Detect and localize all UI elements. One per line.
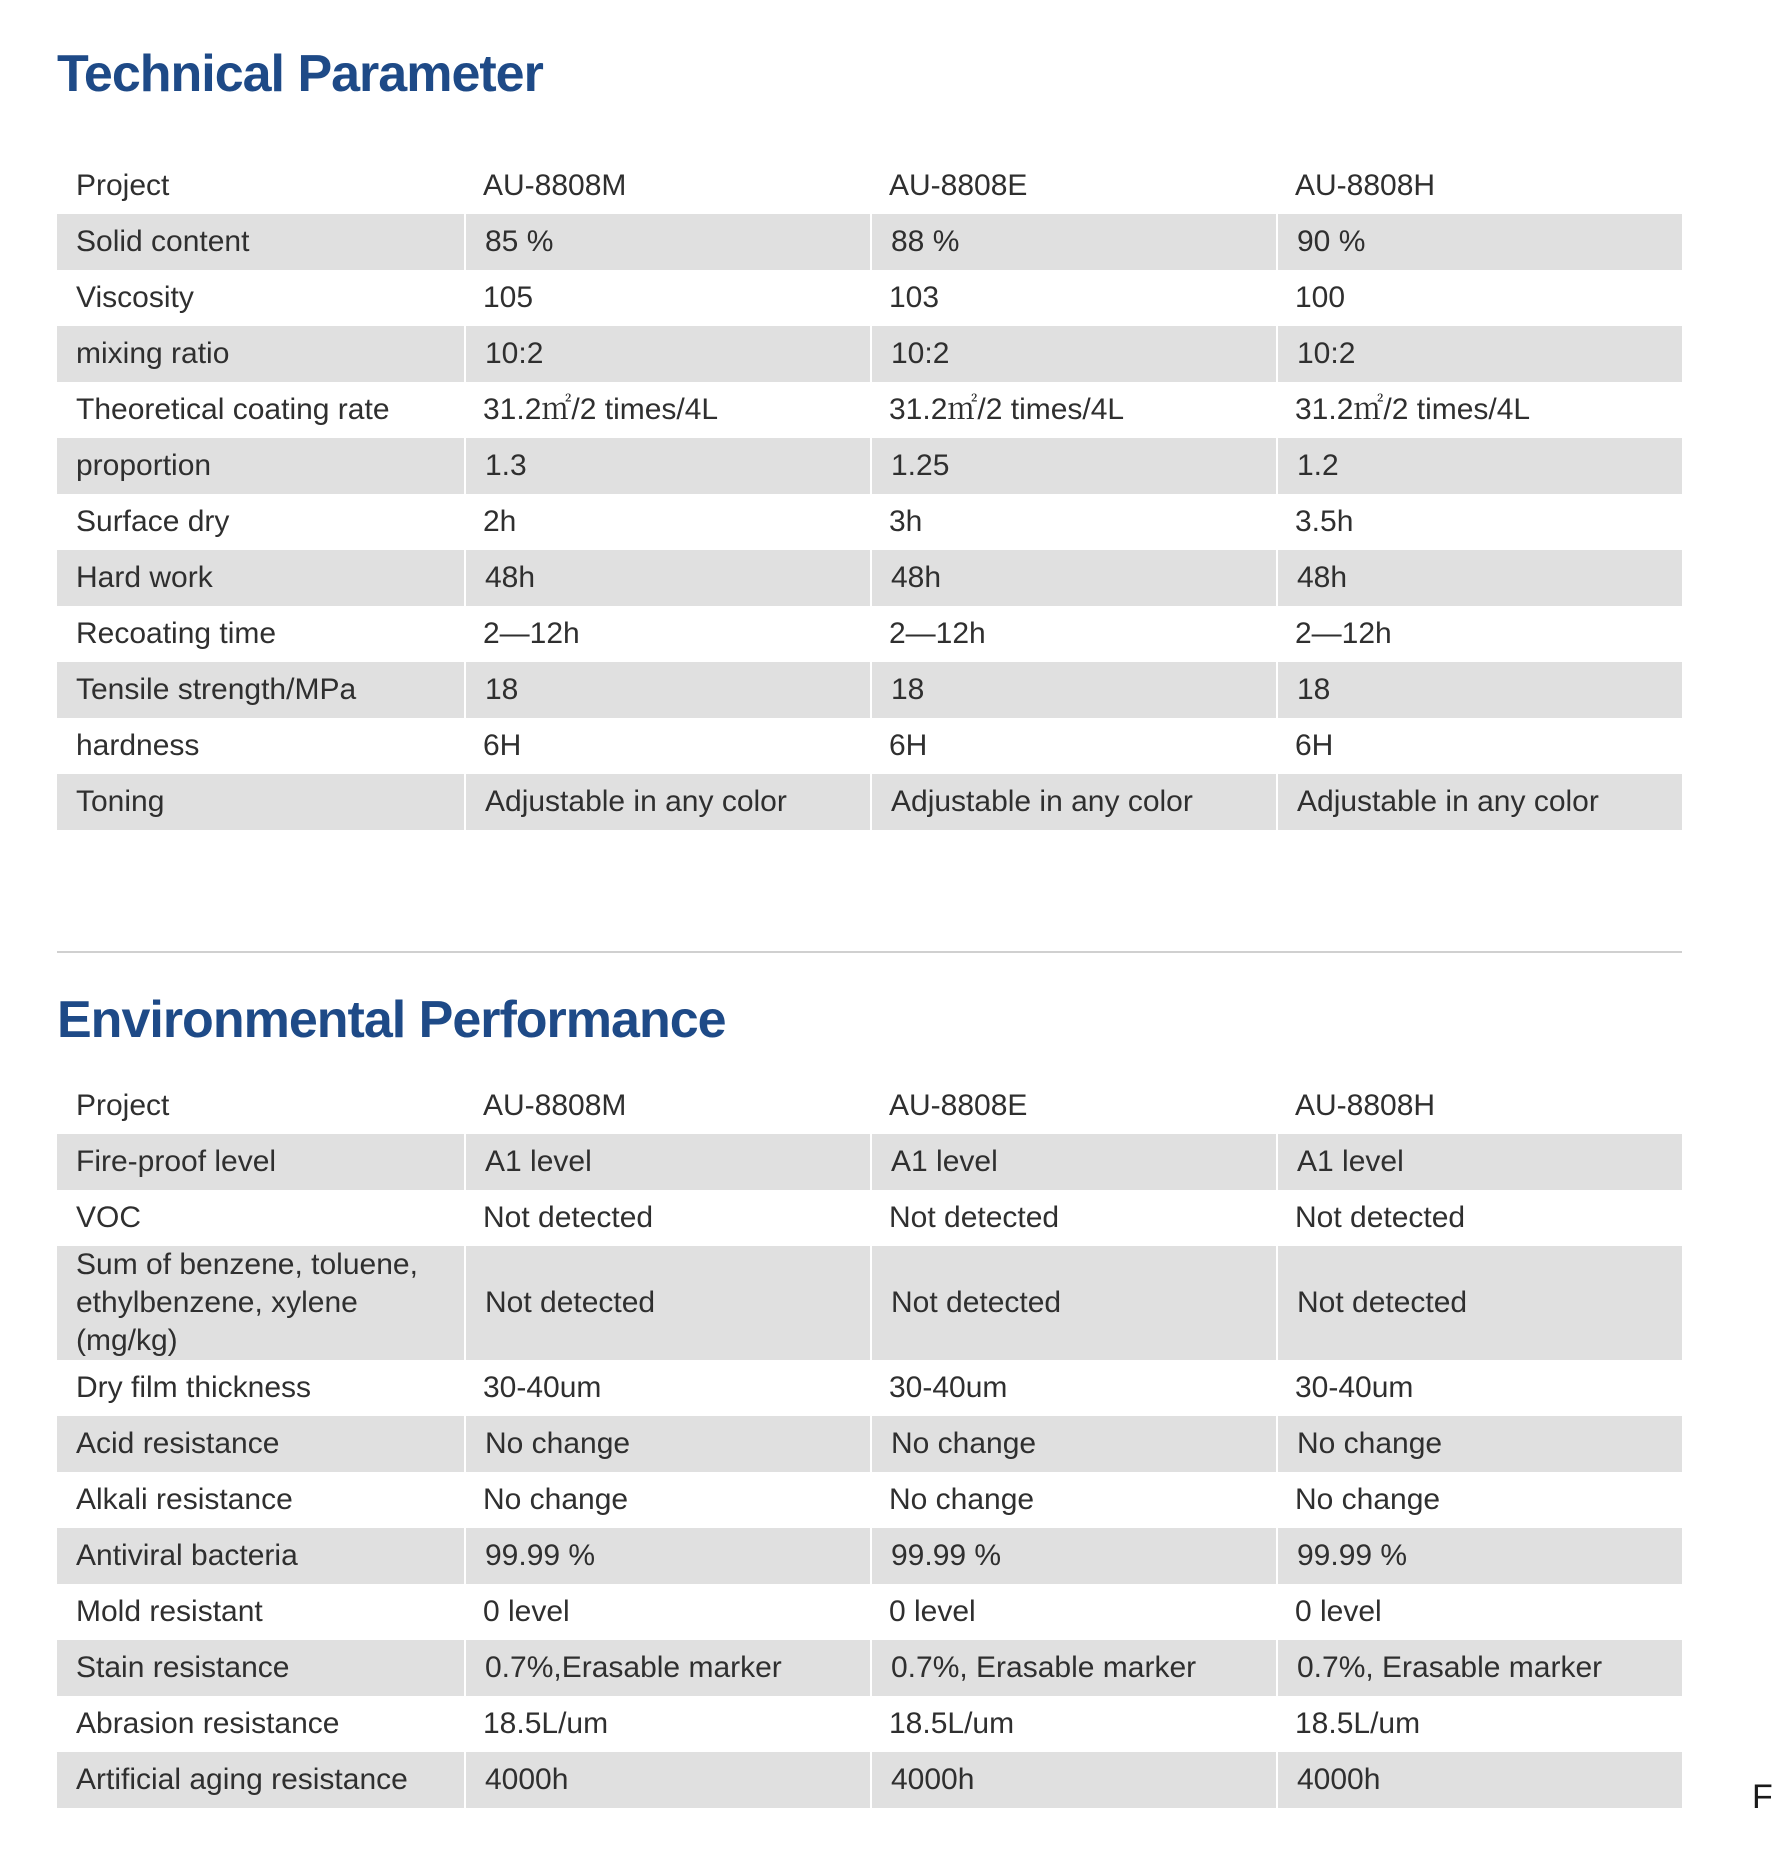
cell-value: 18	[464, 662, 870, 718]
cell-value: 31.2㎡/2 times/4L	[1295, 393, 1531, 426]
table-row	[57, 606, 1682, 662]
cell-value: Not detected	[870, 1246, 1276, 1360]
cell-value: No change	[1276, 1416, 1682, 1472]
cell-value: A1 level	[1276, 1134, 1682, 1190]
cell-value: 3h	[889, 505, 923, 538]
table-row	[57, 662, 1682, 718]
cell-value: 48h	[464, 550, 870, 606]
cell-value: 0 level	[1295, 1595, 1382, 1628]
cell-value: 10:2	[464, 326, 870, 382]
cell-value: No change	[870, 1416, 1276, 1472]
clipped-edge-text: F	[1752, 1778, 1773, 1816]
cell-value: 0.7%, Erasable marker	[1276, 1640, 1682, 1696]
table-header-row	[57, 1078, 1682, 1134]
table-row	[57, 1472, 1682, 1528]
cell-value: 1.2	[1276, 438, 1682, 494]
table-row	[57, 718, 1682, 774]
cell-value: No change	[889, 1483, 1035, 1516]
row-label: Alkali resistance	[76, 1483, 293, 1516]
table-row	[57, 1584, 1682, 1640]
table-row	[57, 1246, 1682, 1360]
table-row	[57, 1640, 1682, 1696]
cell-value: 100	[1295, 281, 1346, 314]
cell-value: 2h	[483, 505, 517, 538]
row-label: VOC	[76, 1201, 142, 1234]
row-label: Sum of benzene, toluene, ethylbenzene, xylene (mg/kg)	[57, 1246, 464, 1360]
cell-value: 18	[1276, 662, 1682, 718]
cell-value: 0.7%, Erasable marker	[870, 1640, 1276, 1696]
row-label: Theoretical coating rate	[76, 393, 390, 426]
table-row	[57, 1360, 1682, 1416]
table-row	[57, 1528, 1682, 1584]
cell-value: 0 level	[889, 1595, 976, 1628]
cell-value: 0 level	[483, 1595, 570, 1628]
row-label: Surface dry	[76, 505, 230, 538]
section-divider	[57, 951, 1682, 953]
cell-value: 4000h	[1276, 1752, 1682, 1808]
row-label: Artificial aging resistance	[57, 1752, 464, 1808]
row-label: hardness	[76, 729, 200, 762]
row-label: Fire-proof level	[57, 1134, 464, 1190]
table-row	[57, 1696, 1682, 1752]
cell-value: 48h	[1276, 550, 1682, 606]
cell-value: 31.2㎡/2 times/4L	[889, 393, 1125, 426]
cell-value: Adjustable in any color	[870, 774, 1276, 830]
table-row	[57, 550, 1682, 606]
cell-value: A1 level	[870, 1134, 1276, 1190]
table-row	[57, 438, 1682, 494]
cell-value: 48h	[870, 550, 1276, 606]
cell-value: 18.5L/um	[483, 1707, 609, 1740]
table-row	[57, 214, 1682, 270]
header-au-8808m: AU-8808M	[483, 1089, 627, 1122]
table-row	[57, 270, 1682, 326]
cell-value: Not detected	[1295, 1201, 1466, 1234]
row-label: Abrasion resistance	[76, 1707, 340, 1740]
cell-value: 2—12h	[1295, 617, 1392, 650]
cell-value: 30-40um	[1295, 1371, 1414, 1404]
environmental-performance-table	[57, 1078, 1682, 1808]
row-label: Viscosity	[76, 281, 194, 314]
cell-value: 0.7%,Erasable marker	[464, 1640, 870, 1696]
cell-value: 2—12h	[889, 617, 986, 650]
cell-value: 85 %	[464, 214, 870, 270]
cell-value: Adjustable in any color	[1276, 774, 1682, 830]
technical-parameter-table	[57, 158, 1682, 830]
header-au-8808e: AU-8808E	[889, 1089, 1028, 1122]
cell-value: 18.5L/um	[1295, 1707, 1421, 1740]
row-label: Hard work	[57, 550, 464, 606]
table-row	[57, 1134, 1682, 1190]
cell-value: 99.99 %	[870, 1528, 1276, 1584]
row-label: Recoating time	[76, 617, 277, 650]
cell-value: 88 %	[870, 214, 1276, 270]
cell-value: 3.5h	[1295, 505, 1354, 538]
header-au-8808h: AU-8808H	[1295, 1089, 1436, 1122]
cell-value: 30-40um	[483, 1371, 602, 1404]
table-row	[57, 1190, 1682, 1246]
row-label: Toning	[57, 774, 464, 830]
cell-value: 6H	[1295, 729, 1334, 762]
table-row	[57, 774, 1682, 830]
cell-value: 10:2	[870, 326, 1276, 382]
cell-value: 99.99 %	[464, 1528, 870, 1584]
row-label: Stain resistance	[57, 1640, 464, 1696]
row-label: Mold resistant	[76, 1595, 263, 1628]
cell-value: A1 level	[464, 1134, 870, 1190]
cell-value: 90 %	[1276, 214, 1682, 270]
header-project: Project	[76, 169, 170, 202]
cell-value: Not detected	[483, 1201, 654, 1234]
technical-parameter-title: Technical Parameter	[57, 45, 543, 103]
row-label: mixing ratio	[57, 326, 464, 382]
cell-value: 30-40um	[889, 1371, 1008, 1404]
cell-value: 103	[889, 281, 940, 314]
table-header-row	[57, 158, 1682, 214]
cell-value: No change	[464, 1416, 870, 1472]
cell-value: Not detected	[889, 1201, 1060, 1234]
cell-value: No change	[1295, 1483, 1441, 1516]
cell-value: 1.25	[870, 438, 1276, 494]
cell-value: 1.3	[464, 438, 870, 494]
row-label: Acid resistance	[57, 1416, 464, 1472]
table-row	[57, 494, 1682, 550]
header-au-8808h: AU-8808H	[1295, 169, 1436, 202]
cell-value: 18	[870, 662, 1276, 718]
cell-value: 105	[483, 281, 534, 314]
cell-value: 18.5L/um	[889, 1707, 1015, 1740]
header-project: Project	[76, 1089, 170, 1122]
environmental-performance-title: Environmental Performance	[57, 991, 726, 1049]
table-row	[57, 326, 1682, 382]
cell-value: Not detected	[1276, 1246, 1682, 1360]
table-row	[57, 382, 1682, 438]
cell-value: 4000h	[870, 1752, 1276, 1808]
cell-value: 31.2㎡/2 times/4L	[483, 393, 719, 426]
cell-value: 99.99 %	[1276, 1528, 1682, 1584]
cell-value: Adjustable in any color	[464, 774, 870, 830]
cell-value: 10:2	[1276, 326, 1682, 382]
cell-value: 2—12h	[483, 617, 580, 650]
table-row	[57, 1416, 1682, 1472]
cell-value: No change	[483, 1483, 629, 1516]
header-au-8808e: AU-8808E	[889, 169, 1028, 202]
cell-value: 6H	[889, 729, 928, 762]
row-label: Dry film thickness	[76, 1371, 312, 1404]
row-label: Tensile strength/MPa	[57, 662, 464, 718]
table-row	[57, 1752, 1682, 1808]
header-au-8808m: AU-8808M	[483, 169, 627, 202]
cell-value: Not detected	[464, 1246, 870, 1360]
row-label: Solid content	[57, 214, 464, 270]
row-label: proportion	[57, 438, 464, 494]
row-label: Antiviral bacteria	[57, 1528, 464, 1584]
cell-value: 4000h	[464, 1752, 870, 1808]
cell-value: 6H	[483, 729, 522, 762]
